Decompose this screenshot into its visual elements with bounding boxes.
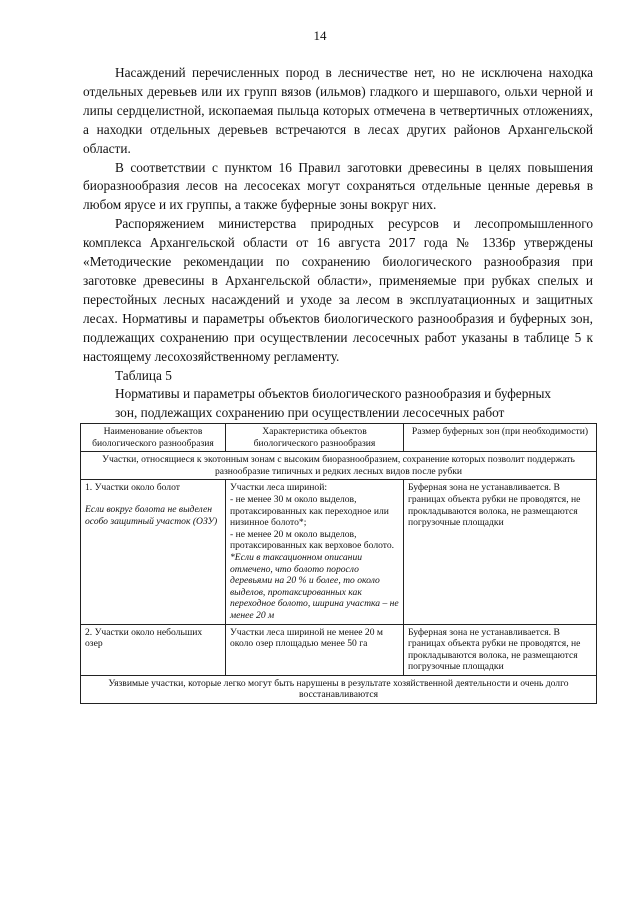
- row1-char-item: - не менее 20 м около выделов, протаксированных как верховое болото.: [230, 528, 395, 552]
- section-vulnerable: Уязвимые участки, которые легко могут быть нарушены в результате хозяйственной деятельности и очень долго восстанавливаются: [81, 675, 597, 703]
- row1-name: 1. Участки около болот: [85, 482, 180, 494]
- table-section-row: [81, 675, 597, 703]
- header-object-name: Наименование объектов биологического разнообразия: [81, 424, 226, 452]
- page-number: 14: [313, 28, 327, 43]
- cell-buffer: Буферная зона не устанавливается. В границах объекта рубки не проводятся, не прокладываются волока, не размещаются погрузочные площадки: [404, 624, 597, 675]
- header-characteristics: Характеристика объектов биологического разнообразия: [226, 424, 404, 452]
- cell-object-name: 2. Участки около небольших озер: [81, 624, 226, 675]
- body-text: [83, 64, 593, 423]
- row1-name-note: Если вокруг болота не выделен особо защитный участок (ОЗУ): [85, 503, 218, 527]
- cell-characteristics: Участки леса шириной не менее 20 м около озер площадью менее 50 га: [226, 624, 404, 675]
- table-title-line-1: Нормативы и параметры объектов биологического разнообразия и буферных: [115, 386, 552, 402]
- table-label: Таблица 5: [115, 367, 172, 383]
- table-section-row: [81, 452, 597, 480]
- row1-char-item: - не менее 30 м около выделов, протаксированных как переходное или низинное болото*;: [230, 493, 389, 529]
- spacer: [85, 494, 221, 504]
- table-row: [81, 624, 597, 675]
- cell-object-name: [81, 480, 226, 624]
- norms-table: [80, 423, 597, 704]
- paragraph: В соответствии с пунктом 16 Правил заготовки древесины в целях повышения биоразнообразия лесов на лесосеках могут сохраняться отдельные ценные деревья в любом ярусе и их группы, а также буферные зоны вокруг них.: [83, 159, 593, 213]
- row1-char-intro: Участки леса шириной:: [230, 482, 328, 494]
- table-title-line-2: зон, подлежащих сохранению при осуществлении лесосечных работ: [115, 405, 505, 421]
- paragraph: Насаждений перечисленных пород в лесничестве нет, но не исключена находка отдельных деревьев или их групп вязов (ильмов) гладкого и шершавого, ольхи черной и липы сердцелистной, ископаемая пыльца которых отмечена в четвертичных отложениях, а находки отдельных деревьев встречаются в лесах других районов Архангельской области.: [83, 65, 593, 156]
- table-header-row: [81, 424, 597, 452]
- cell-characteristics: [226, 480, 404, 624]
- header-buffer-size: Размер буферных зон (при необходимости): [404, 424, 597, 452]
- table-row: [81, 480, 597, 624]
- cell-buffer: Буферная зона не устанавливается. В границах объекта рубки не проводятся, не прокладываются волока, не размещаются погрузочные площадки: [404, 480, 597, 624]
- paragraph: Распоряжением министерства природных ресурсов и лесопромышленного комплекса Архангельской области от 16 августа 2017 года № 1336р утверждены «Методические рекомендации по сохранению биологического разнообразия при заготовке древесины в Архангельской области», применяемые при рубках спелых и перестойных лесных насаждений и уходе за лесом в эксплуатационных и защитных лесах. Нормативы и параметры объектов биологического разнообразия и буферных зон, подлежащих сохранению при осуществлении лесосечных работ указаны в таблице 5 к настоящему лесохозяйственному регламенту.: [83, 216, 593, 364]
- row1-char-note: *Если в таксационном описании отмечено, что болото поросло деревьями на 20 % и более, то около выделов, протаксированных как переходное болото, ширина участка – не менее 20 м: [230, 551, 399, 621]
- section-ecotone: Участки, относящиеся к экотонным зонам с высоким биоразнообразием, сохранение которых позволит поддержать разнообразие типичных и редких лесных видов после рубки: [81, 452, 597, 480]
